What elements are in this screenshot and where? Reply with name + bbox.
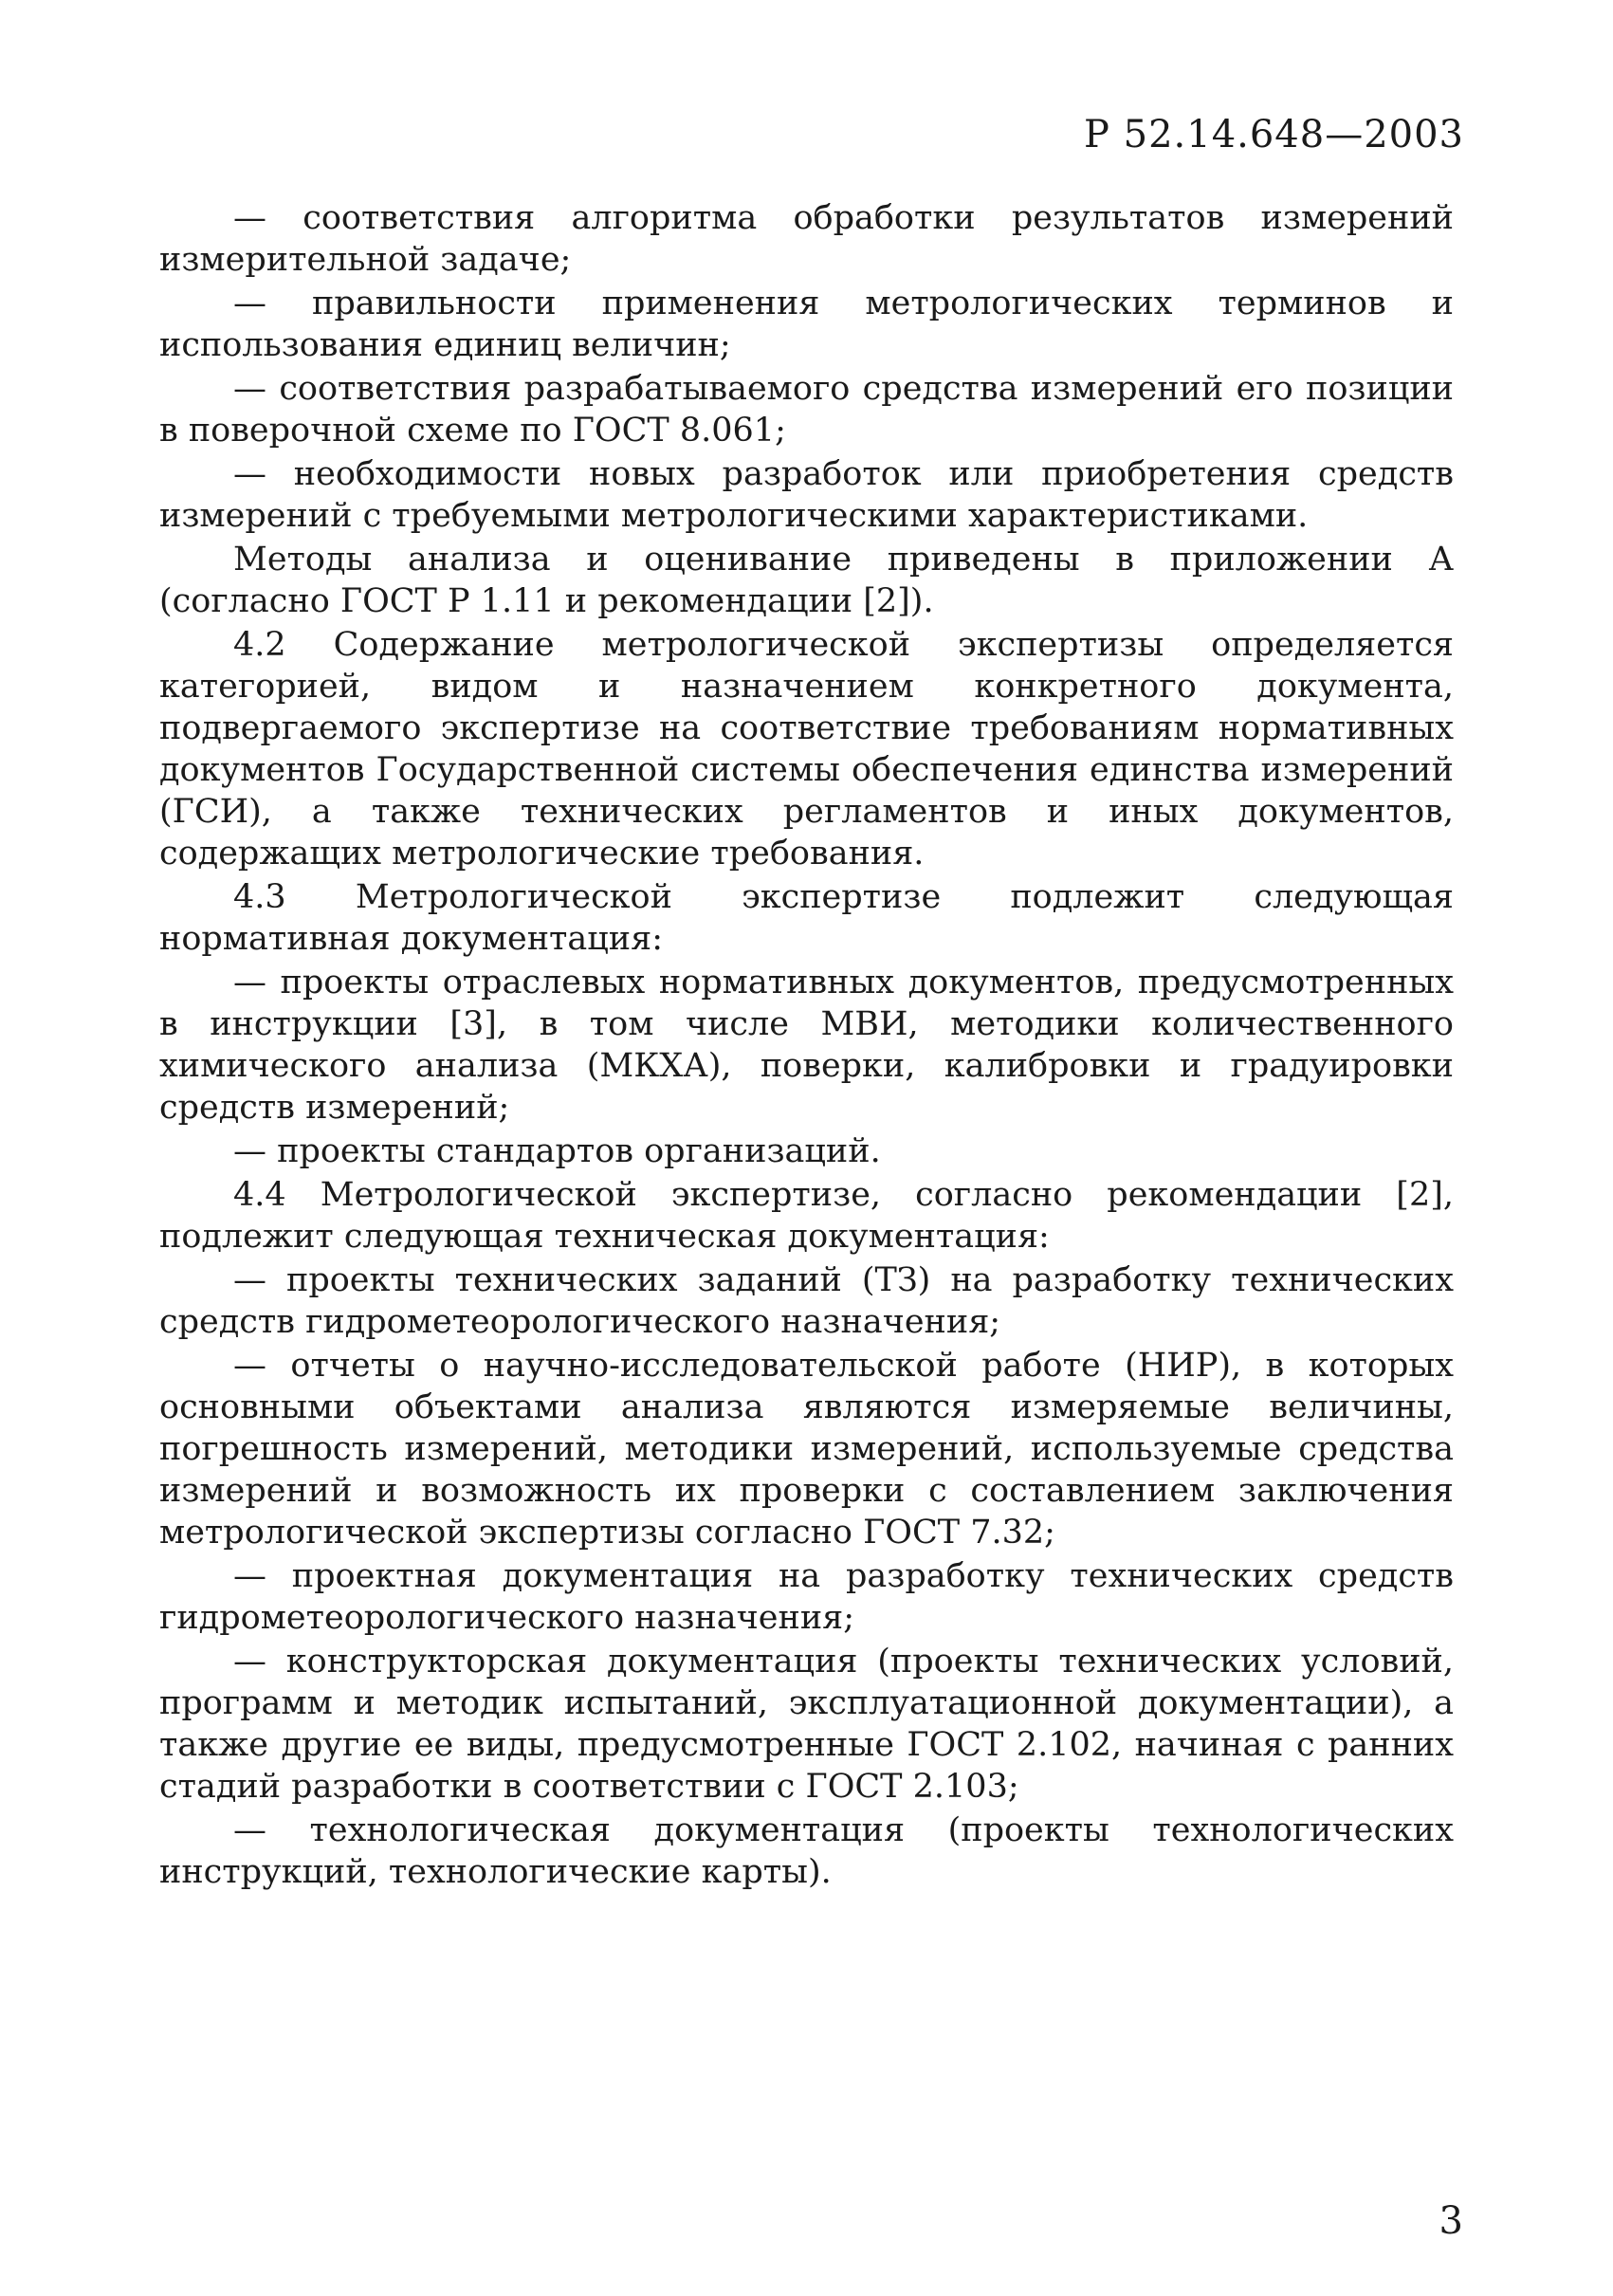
list-item-organization-standards: — проекты стандартов организаций. — [233, 1132, 881, 1170]
list-item-verification-scheme: — соответствия разрабатываемого средства измерений его позиции в поверочной схеме по ГОСТ 8.061; — [159, 370, 1454, 450]
paragraph-methods-analysis: Методы анализа и оценивание приведены в приложении А (согласно ГОСТ Р 1.11 и рекомендации [2]). — [159, 541, 1454, 620]
paragraph-4-3: 4.3 Метрологической экспертизе подлежит следующая нормативная документация: — [159, 878, 1454, 958]
list-item-design-documentation: — конструкторская документация (проекты технических условий, программ и методик испытаний, эксплуатационной документации), а также другие ее виды, предусмотренные ГОСТ 2.102, начиная с ранних стадий разработки в соответствии с ГОСТ 2.103; — [159, 1643, 1454, 1806]
paragraph-4-2: 4.2 Содержание метрологической экспертизы определяется категорией, видом и назначением конкретного документа, подвергаемого экспертизе на соответствие требованиям нормативных документов Государственной системы обеспечения единства измерений (ГСИ), а также технических регламентов и иных документов, содержащих метрологические требования. — [159, 626, 1454, 872]
paragraph-4-4: 4.4 Метрологической экспертизе, согласно рекомендации [2], подлежит следующая техническая документация: — [159, 1176, 1454, 1256]
list-item-new-developments: — необходимости новых разработок или приобретения средств измерений с требуемыми метрологическими характеристиками. — [159, 455, 1454, 535]
list-item-terms-correctness: — правильности применения метрологических терминов и использования единиц величин; — [159, 285, 1454, 364]
document-body — [159, 197, 1454, 1895]
list-item-research-reports: — отчеты о научно-исследовательской работе (НИР), в которых основными объектами анализа являются измеряемые величины, погрешность измерений, методики измерений, используемые средства измерений и возможность их проверки с составлением заключения метрологической экспертизы согласно ГОСТ 7.32; — [159, 1347, 1454, 1552]
document-code: Р 52.14.648—2003 — [1084, 113, 1464, 156]
list-item-algorithm-conformity: — соответствия алгоритма обработки результатов измерений измерительной задаче; — [159, 199, 1454, 279]
list-item-technological-documentation: — технологическая документация (проекты технологических инструкций, технологические карты). — [159, 1811, 1454, 1891]
list-item-project-documentation: — проектная документация на разработку технических средств гидрометеорологического назначения; — [159, 1557, 1454, 1637]
list-item-industry-documents: — проекты отраслевых нормативных документов, предусмотренных в инструкции [3], в том числе МВИ, методики количественного химического анализа (МКХА), поверки, калибровки и градуировки средств измерений; — [159, 964, 1454, 1127]
list-item-technical-assignments: — проекты технических заданий (ТЗ) на разработку технических средств гидрометеорологического назначения; — [159, 1261, 1454, 1341]
page-number: 3 — [1439, 2199, 1463, 2243]
